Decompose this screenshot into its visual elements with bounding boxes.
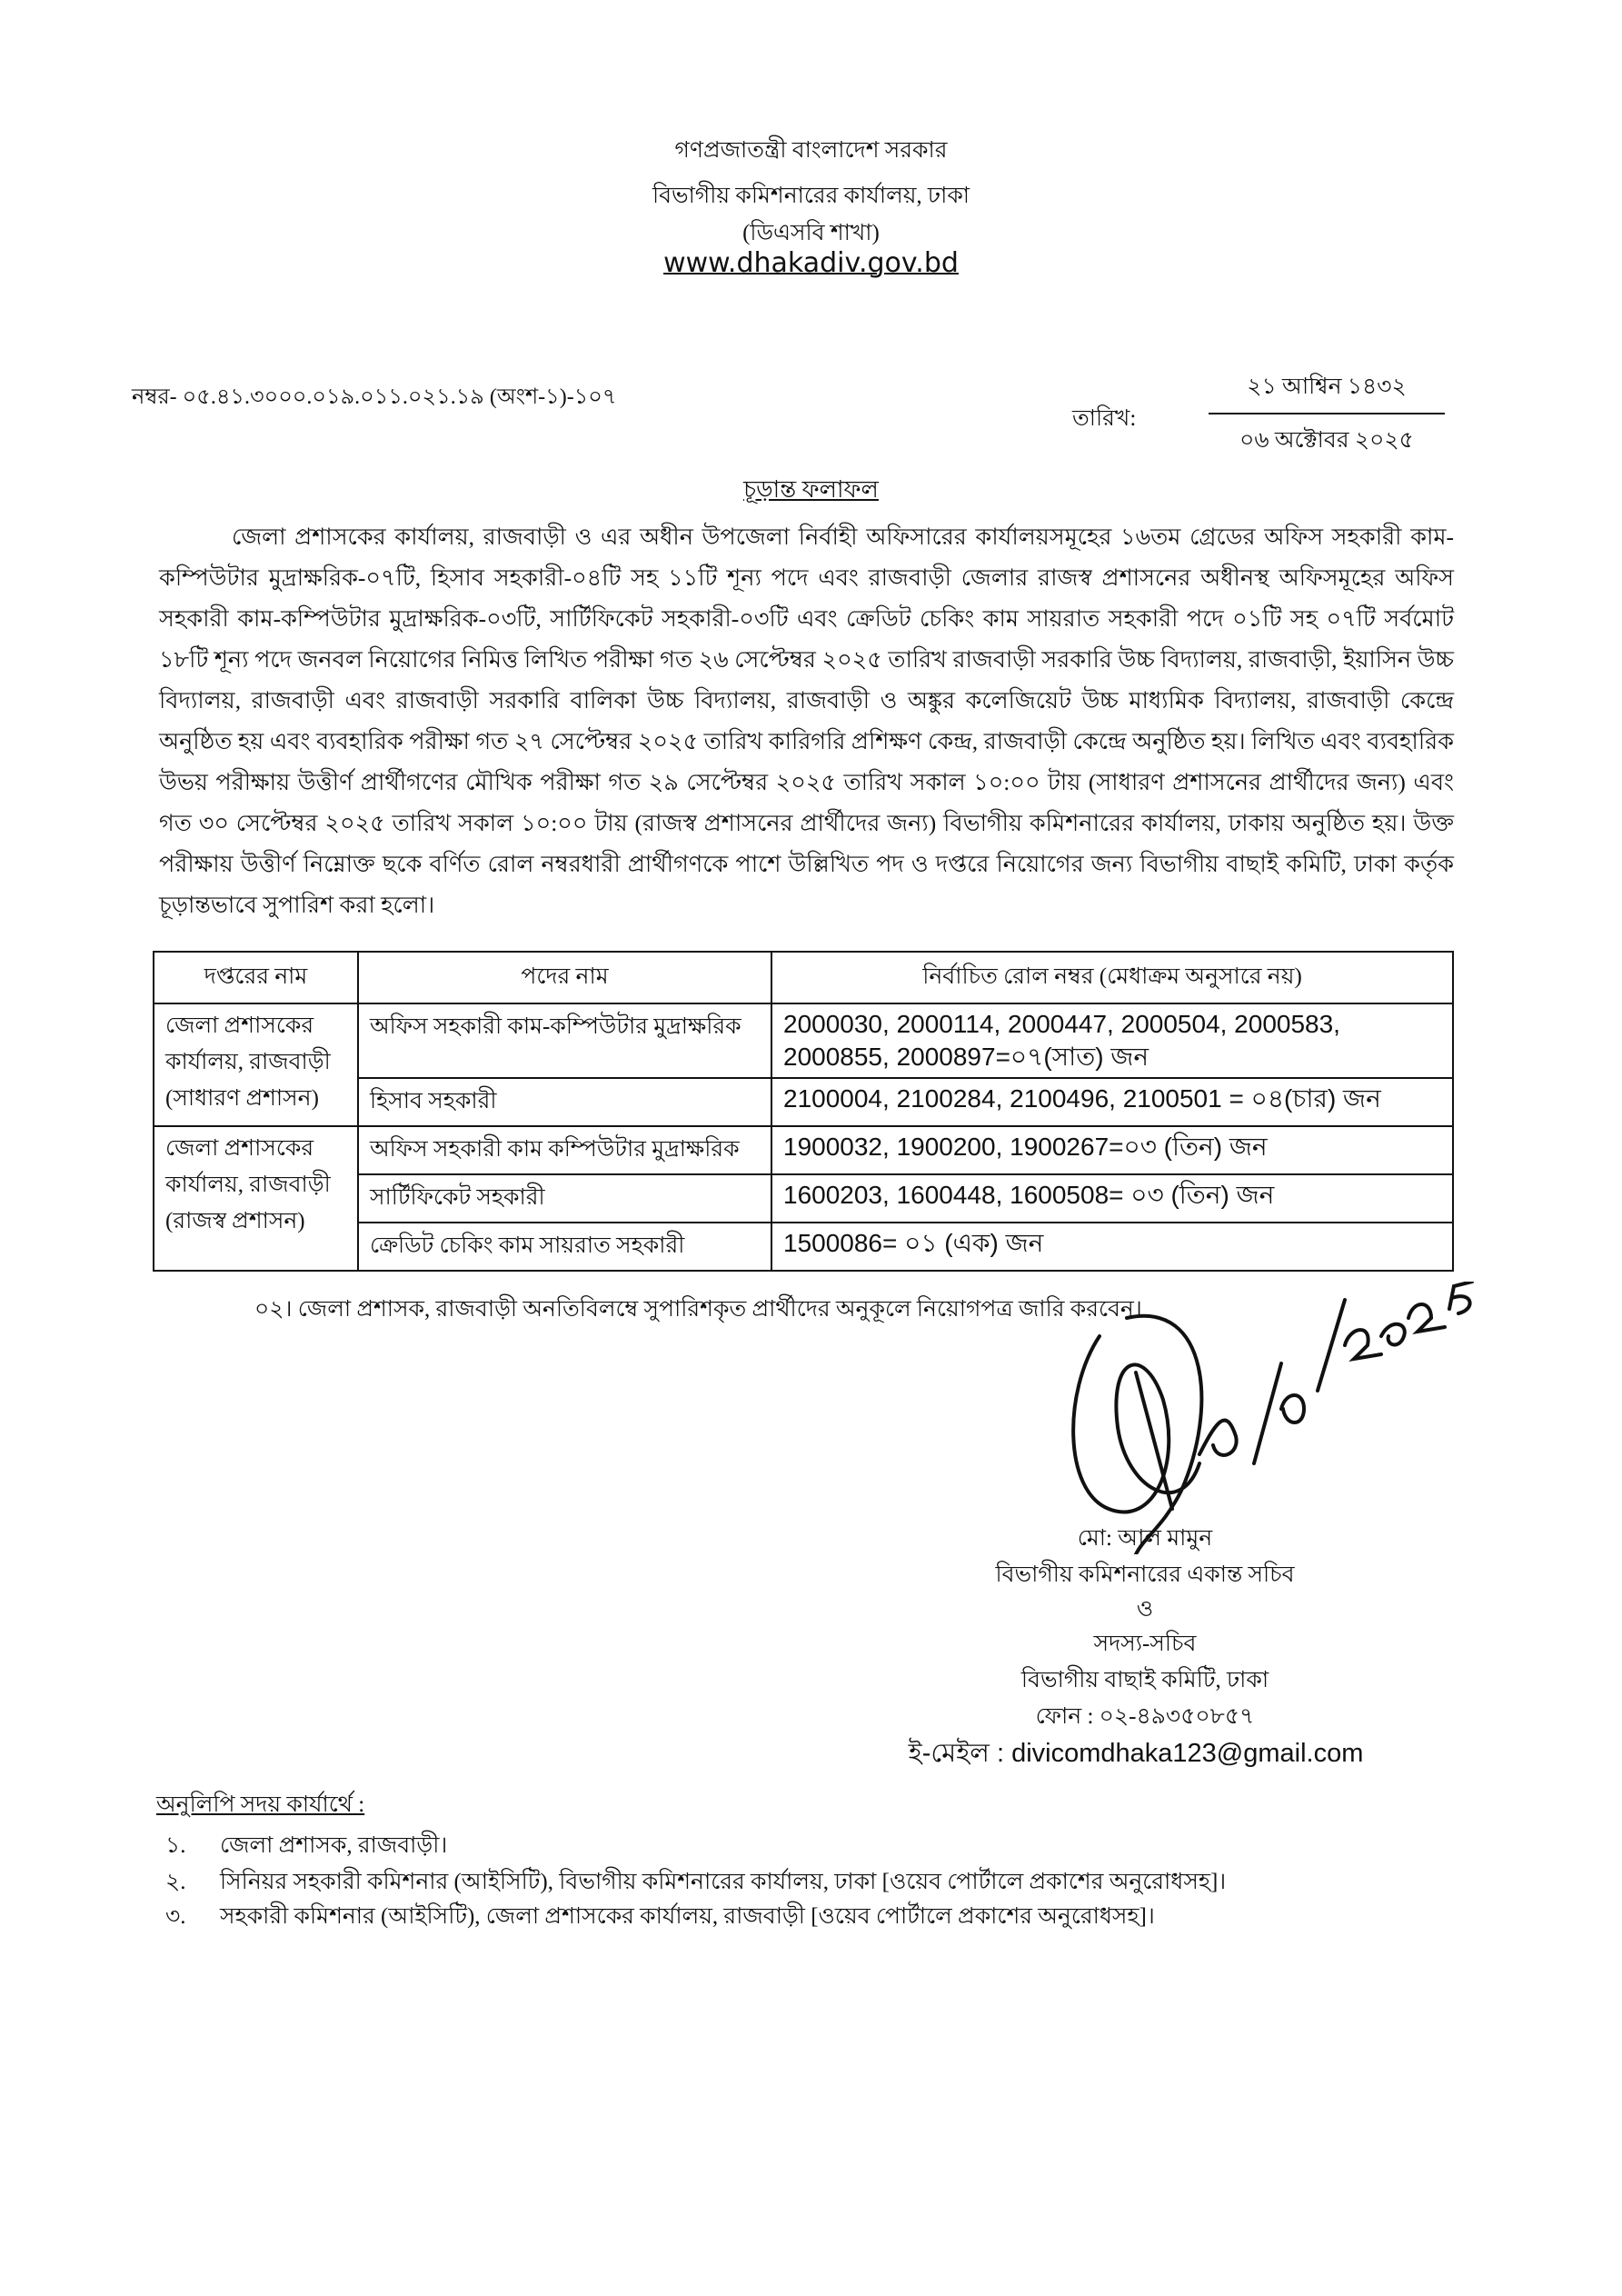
- handwritten-signature-icon: [1045, 1282, 1481, 1554]
- cc-item: [165, 1863, 1226, 1902]
- cc-item-number: ২.: [165, 1870, 186, 1894]
- rolls-cell: 1900032, 1900200, 1900267=০৩ (তিন) জন: [771, 1126, 1453, 1174]
- header-office: বিভাগীয় কমিশনারের কার্যালয়, ঢাকা: [652, 184, 970, 208]
- table-row: [154, 1003, 1453, 1078]
- cc-heading: অনুলিপি সদয় কার্যার্থে :: [156, 1792, 365, 1817]
- rolls-cell: 1600203, 1600448, 1600508= ০৩ (তিন) জন: [771, 1174, 1453, 1223]
- header-govt: গণপ্রজাতন্ত্রী বাংলাদেশ সরকার: [674, 138, 948, 163]
- header-branch: (ডিএসবি শাখা): [742, 221, 880, 245]
- rolls-cell: 1500086= ০১ (এক) জন: [771, 1223, 1453, 1271]
- cc-item: [165, 1898, 1155, 1937]
- result-table: [153, 951, 1454, 1272]
- body-paragraph: জেলা প্রশাসকের কার্যালয়, রাজবাড়ী ও এর অধীন উপজেলা নির্বাহী অফিসারের কার্যালয়সমূহের ১৬তম গ্রেডের অফিস সহকারী কাম-কম্পিউটার মুদ্রাক্ষরিক-০৭টি, হিসাব সহকারী-০৪টি সহ ১১টি শূন্য পদে এবং রাজবাড়ী জেলার রাজস্ব প্রশাসনের অধীনস্থ অফিসমূহের অফিস সহকারী কাম-কম্পিউটার মুদ্রাক্ষরিক-০৩টি, সার্টিফিকেট সহকারী-০৩টি এবং ক্রেডিট চেকিং কাম সায়রাত সহকারী পদে ০১টি সহ ০৭টি সর্বমোট ১৮টি শূন্য পদে জনবল নিয়োগের নিমিত্ত লিখিত পরীক্ষা গত ২৬ সেপ্টেম্বর ২০২৫ তারিখ রাজবাড়ী সরকারি উচ্চ বিদ্যালয়, রাজবাড়ী, ইয়াসিন উচ্চ বিদ্যালয়, রাজবাড়ী এবং রাজবাড়ী সরকারি বালিকা উচ্চ বিদ্যালয়, রাজবাড়ী ও অঙ্কুর কলেজিয়েট উচ্চ মাধ্যমিক বিদ্যালয়, রাজবাড়ী কেন্দ্রে অনুষ্ঠিত হয় এবং ব্যবহারিক পরীক্ষা গত ২৭ সেপ্টেম্বর ২০২৫ তারিখ কারিগরি প্রশিক্ষণ কেন্দ্র, রাজবাড়ী কেন্দ্রে অনুষ্ঠিত হয়। লিখিত এবং ব্যবহারিক উভয় পরীক্ষায় উত্তীর্ণ প্রার্থীগণের মৌখিক পরীক্ষা গত ২৯ সেপ্টেম্বর ২০২৫ তারিখ সকাল ১০:০০ টায় (সাধারণ প্রশাসনের প্রার্থীদের জন্য) এবং গত ৩০ সেপ্টেম্বর ২০২৫ তারিখ সকাল ১০:০০ টায় (রাজস্ব প্রশাসনের প্রার্থীদের জন্য) বিভাগীয় কমিশনারের কার্যালয়, ঢাকায় অনুষ্ঠিত হয়। উক্ত পরীক্ষায় উত্তীর্ণ নিম্নোক্ত ছকে বর্ণিত রোল নম্বরধারী প্রার্থীগণকে পাশে উল্লিখিত পদ ও দপ্তরে নিয়োগের জন্য বিভাগীয় বাছাই কমিটি, ঢাকা কর্তৃক চূড়ান্তভাবে সুপারিশ করা হলো।: [159, 524, 1454, 918]
- office-cell: জেলা প্রশাসকের কার্যালয়, রাজবাড়ী (রাজস্ব প্রশাসন): [154, 1126, 358, 1271]
- cc-item-number: ৩.: [165, 1904, 186, 1929]
- cc-item-number: ১.: [165, 1833, 186, 1858]
- rolls-cell: 2000030, 2000114, 2000447, 2000504, 2000583, 2000855, 2000897=০৭(সাত) জন: [771, 1003, 1453, 1078]
- post-cell: হিসাব সহকারী: [358, 1078, 771, 1126]
- cc-item-text: সিনিয়র সহকারী কমিশনার (আইসিটি), বিভাগীয় কমিশনারের কার্যালয়, ঢাকা [ওয়েব পোর্টালে প্রকাশের অনুরোধসহ]।: [220, 1870, 1227, 1894]
- signatory-designation: বিভাগীয় কমিশনারের একান্ত সচিব: [995, 1562, 1295, 1587]
- memo-number: নম্বর- ০৫.৪১.৩০০০.০১৯.০১১.০২১.১৯ (অংশ-১)-১০৭: [132, 385, 617, 409]
- post-cell: অফিস সহকারী কাম-কম্পিউটার মুদ্রাক্ষরিক: [358, 1003, 771, 1078]
- signatory-phone: ফোন : ০২-৪৯৩৫০৮৫৭: [1035, 1704, 1255, 1729]
- header-office: দপ্তরের নাম: [154, 952, 358, 1003]
- post-cell: ক্রেডিট চেকিং কাম সায়রাত সহকারী: [358, 1223, 771, 1271]
- website-link[interactable]: www.dhakadiv.gov.bd: [663, 247, 959, 279]
- rolls-cell: 2100004, 2100284, 2100496, 2100501 = ০৪(চার) জন: [771, 1078, 1453, 1126]
- cc-item: [165, 1827, 447, 1866]
- result-table-wrap: [153, 951, 1454, 1272]
- date-bangla: ২১ আশ্বিন ১৪৩২: [1209, 368, 1445, 414]
- signatory-committee: বিভাগীয় বাছাই কমিটি, ঢাকা: [1020, 1668, 1269, 1692]
- post-cell: অফিস সহকারী কাম কম্পিউটার মুদ্রাক্ষরিক: [358, 1126, 771, 1174]
- date-label: তারিখ:: [1072, 406, 1137, 431]
- signatory-email[interactable]: ই-মেইল : divicomdhaka123@gmail.com: [908, 1739, 1364, 1768]
- document-title: চূড়ান্ত ফলাফল: [743, 476, 879, 503]
- paragraph-2: ০২। জেলা প্রশাসক, রাজবাড়ী অনতিবিলম্বে সুপারিশকৃত প্রার্থীদের অনুকূলে নিয়োগপত্র জারি করবেন।: [254, 1297, 1142, 1322]
- header-post: পদের নাম: [358, 952, 771, 1003]
- date-gregorian: ০৬ অক্টোবর ২০২৫: [1239, 428, 1414, 453]
- office-cell: জেলা প্রশাসকের কার্যালয়, রাজবাড়ী (সাধারণ প্রশাসন): [154, 1003, 358, 1126]
- cc-item-text: জেলা প্রশাসক, রাজবাড়ী।: [220, 1833, 448, 1858]
- date-block: [1209, 368, 1445, 461]
- table-header-row: [154, 952, 1453, 1003]
- signatory-name: মো: আল মামুন: [1077, 1526, 1213, 1551]
- signatory-member-secretary: সদস্য-সচিব: [1093, 1632, 1197, 1656]
- document-title-wrap: [0, 471, 1622, 511]
- signatory-and: ও: [1136, 1597, 1154, 1622]
- cc-item-text: সহকারী কমিশনার (আইসিটি), জেলা প্রশাসকের কার্যালয়, রাজবাড়ী [ওয়েব পোর্টালে প্রকাশের অনুরোধসহ]।: [220, 1904, 1155, 1929]
- header-rolls: নির্বাচিত রোল নম্বর (মেধাক্রম অনুসারে নয়): [771, 952, 1453, 1003]
- post-cell: সার্টিফিকেট সহকারী: [358, 1174, 771, 1223]
- table-row: [154, 1126, 1453, 1174]
